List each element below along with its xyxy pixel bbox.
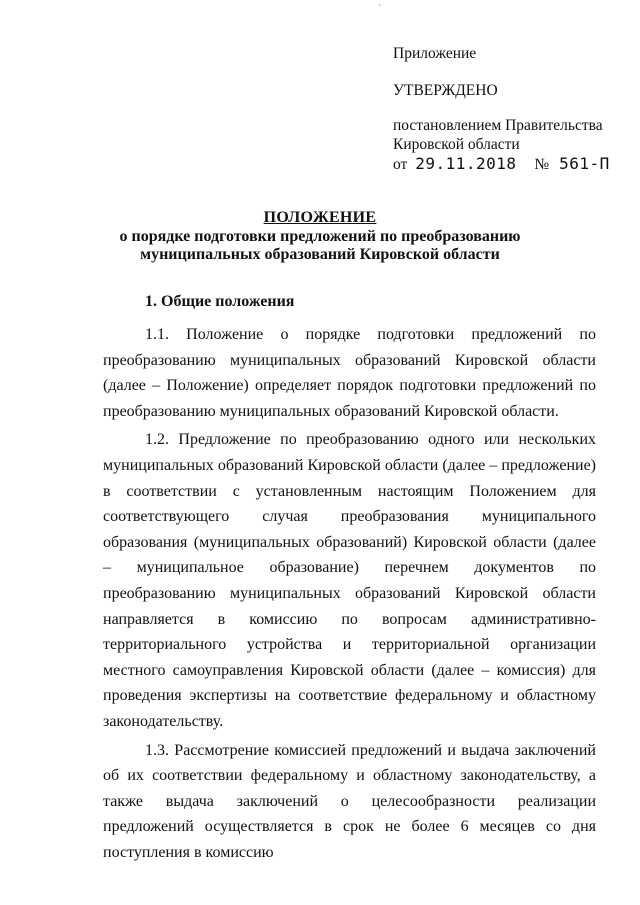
title-main: ПОЛОЖЕНИЕ (263, 209, 377, 226)
decree-date-line (393, 154, 623, 174)
approved-label: УТВЕРЖДЕНО (393, 82, 498, 99)
number-prefix: № (534, 156, 550, 173)
decree-line-2: Кировской области (393, 136, 520, 153)
approval-block (393, 44, 623, 174)
decree-date: 29.11.2018 (415, 154, 517, 173)
paragraph-1-1: 1.1. Положение о порядке подготовки предложений по преобразованию муниципальных образований Кировской области (далее – Положение) определяет порядок подготовки предложений по преобразованию муниципальных образований Кировской области. (103, 326, 596, 420)
document-body (103, 322, 596, 868)
date-prefix: от (393, 156, 408, 173)
document-title (0, 209, 640, 265)
decree-number: 561-П (559, 154, 610, 173)
decree-line-1: постановлением Правительства (393, 117, 603, 134)
appendix-label: Приложение (393, 45, 477, 62)
title-line-2: о порядке подготовки предложений по преобразованию (119, 227, 521, 245)
section-heading: 1. Общие положения (145, 293, 295, 310)
scan-mark: ` (378, 4, 382, 15)
paragraph-1-3: 1.3. Рассмотрение комиссией предложений и выдача заключений об их соответствии федеральному и областному законодательству, а также выдача заключений о целесообразности реализации предложений осуществляется в срок не более 6 месяцев со дня поступления в комиссию (103, 741, 596, 861)
title-line-3: муниципальных образований Кировской области (140, 246, 500, 263)
paragraph-1-2: 1.2. Предложение по преобразованию одного или нескольких муниципальных образований Кировской области (далее – предложение) в соответствии с установленным настоящим Положением для соответствующего случая преобразования муниципального образования (муниципальных образований) Кировской области (далее – муниципальное образование) перечнем документов по преобразованию муниципальных образований Кировской области направляется в комиссию по вопросам административно-территориального устройства и территориальной организации местного самоуправления Кировской области (далее – комиссия) для проведения экспертизы на соответствие федеральному и областному законодательству. (103, 431, 596, 730)
